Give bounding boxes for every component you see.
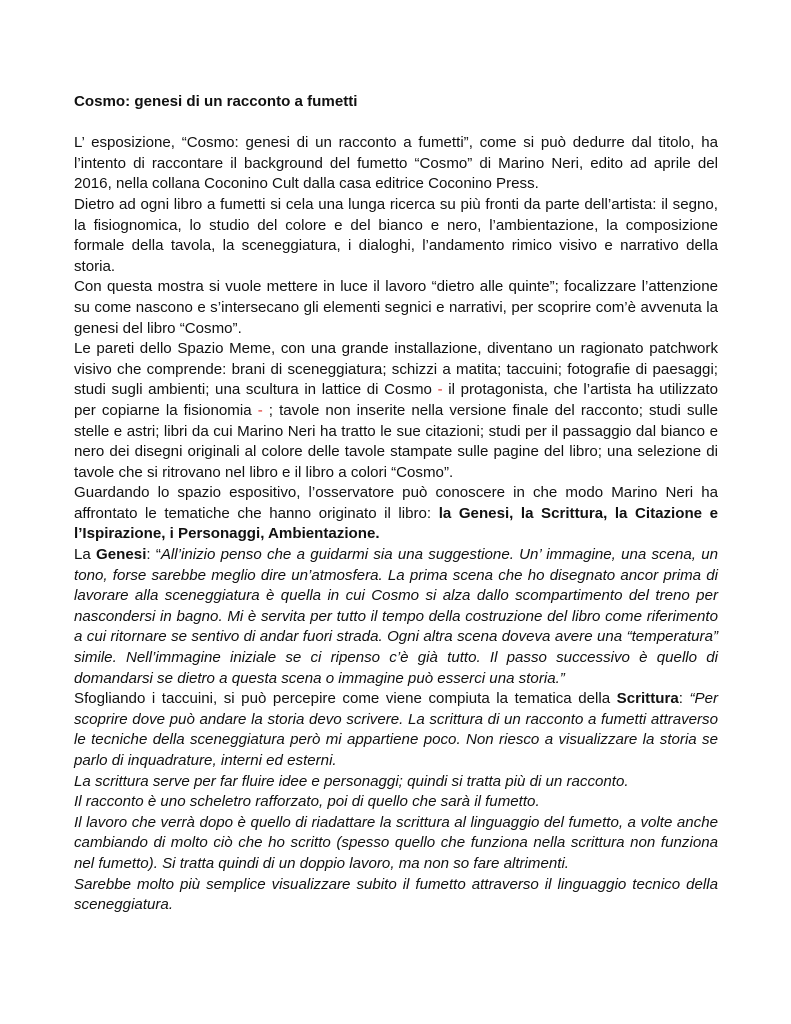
writing-quote: “Per scoprire dove può andare la storia devo scrivere. La scrittura di un racconto a fumetti attraverso le tecniche della sceneggiatura però mi appartiene poco. Non riesco a visualizzare la storia se parlo di inquadrature, interni ed esterni. (74, 690, 718, 769)
writing-heading: Scrittura (616, 690, 679, 708)
paragraph-text: Guardando lo spazio espositivo, l’osservatore può conoscere in che modo Marino Neri ha affrontato le tematiche che hanno originato il libro: (74, 484, 718, 522)
red-dash: - (257, 401, 263, 419)
paragraph-writing (74, 689, 718, 771)
quote-line: Il racconto è uno scheletro rafforzato, poi di quello che sarà il fumetto. (74, 793, 540, 811)
paragraph-text: ; tavole non inserite nella versione finale del racconto; studi sulle stelle e astri; libri da cui Marino Neri ha tratto le sue citazioni; studi per il passaggio dal bianco e nero dei disegni originali al colore delle tavole stampate sulle pagine del libro; una selezione di tavole che si ritrovano nel libro e il libro a colori “Cosmo”. (74, 401, 718, 481)
document-title: Cosmo: genesi di un racconto a fumetti (74, 93, 358, 110)
paragraph-themes (74, 483, 718, 545)
paragraph-research: Dietro ad ogni libro a fumetti si cela una lunga ricerca su più fronti da parte dell’artista: il segno, la fisiognomica, lo studio del colore e del bianco e nero, l’ambientazione, la composizione formale della tavola, la sceneggiatura, i dialoghi, l’andamento rimico visivo e narrativo della storia. (74, 195, 718, 275)
paragraph-genesis (74, 545, 718, 689)
paragraph-installation (74, 339, 718, 483)
genesis-heading: Genesi (96, 546, 147, 564)
quote-paragraph: Sarebbe molto più semplice visualizzare subito il fumetto attraverso il linguaggio tecnico della sceneggiatura. (74, 875, 718, 914)
paragraph-text: Le pareti dello Spazio Meme, con una grande installazione, diventano un ragionato patchwork visivo che comprende: brani di sceneggiatura; schizzi a matita; taccuini; fotografie di paesaggi; studi sugli ambienti; una scultura in lattice di Cosmo (74, 340, 718, 399)
paragraph-text: Sfogliando i taccuini, si può percepire come viene compiuta la tematica della (74, 690, 617, 708)
quote-line: La scrittura serve per far fluire idee e personaggi; quindi si tratta più di un racconto. (74, 772, 629, 790)
themes-list: la Genesi, la Scrittura, la Citazione e l’Ispirazione, i Personaggi, Ambientazione. (74, 504, 718, 543)
paragraph-text: il protagonista, che l’artista ha utilizzato per copiarne la fisionomia (74, 381, 718, 419)
paragraph-text: : “ (146, 546, 161, 564)
paragraph-text: : (678, 690, 690, 708)
red-dash: - (437, 381, 443, 399)
paragraph-text: La (74, 546, 97, 564)
document-page (74, 92, 718, 916)
quote-paragraph: Il lavoro che verrà dopo è quello di riadattare la scrittura al linguaggio del fumetto, a volte anche cambiando di molto ciò che ho scritto (spesso quello che funziona nella scrittura non funziona nel fumetto). Si tratta quindi di un doppio lavoro, ma non so fare altrimenti. (74, 813, 718, 872)
genesis-quote: All’inizio penso che a guidarmi sia una suggestione. Un’ immagine, una scena, un tono, forse sarebbe meglio dire un’atmosfera. La prima scena che ho disegnato ancor prima di lavorare alla sceneggiatura è quella in cui Cosmo si alza dallo scompartimento del treno per nascondersi in bagno. Mi è servita per tutto il tempo della costruzione del libro come riferimento a cui ritornare se sentivo di andar fuori strada. Ogni altra scena doveva avere una “temperatura” simile. Nell’immagine iniziale se ci ripenso c’è già tutto. Il passo successivo è quello di domandarsi se dietro a questa scena o immagine può esserci una storia.” (74, 546, 719, 687)
paragraph-intro: L’ esposizione, “Cosmo: genesi di un racconto a fumetti”, come si può dedurre dal titolo, ha l’intento di raccontare il background del fumetto “Cosmo” di Marino Neri, edito ad aprile del 2016, nella collana Coconino Cult dalla casa editrice Coconino Press. (74, 134, 718, 193)
paragraph-exhibition-aim: Con questa mostra si vuole mettere in luce il lavoro “dietro alle quinte”; focalizzare l’attenzione su come nascono e s’intersecano gli elementi segnici e narrativi, per scoprire com’è avvenuta la genesi del libro “Cosmo”. (74, 278, 718, 337)
